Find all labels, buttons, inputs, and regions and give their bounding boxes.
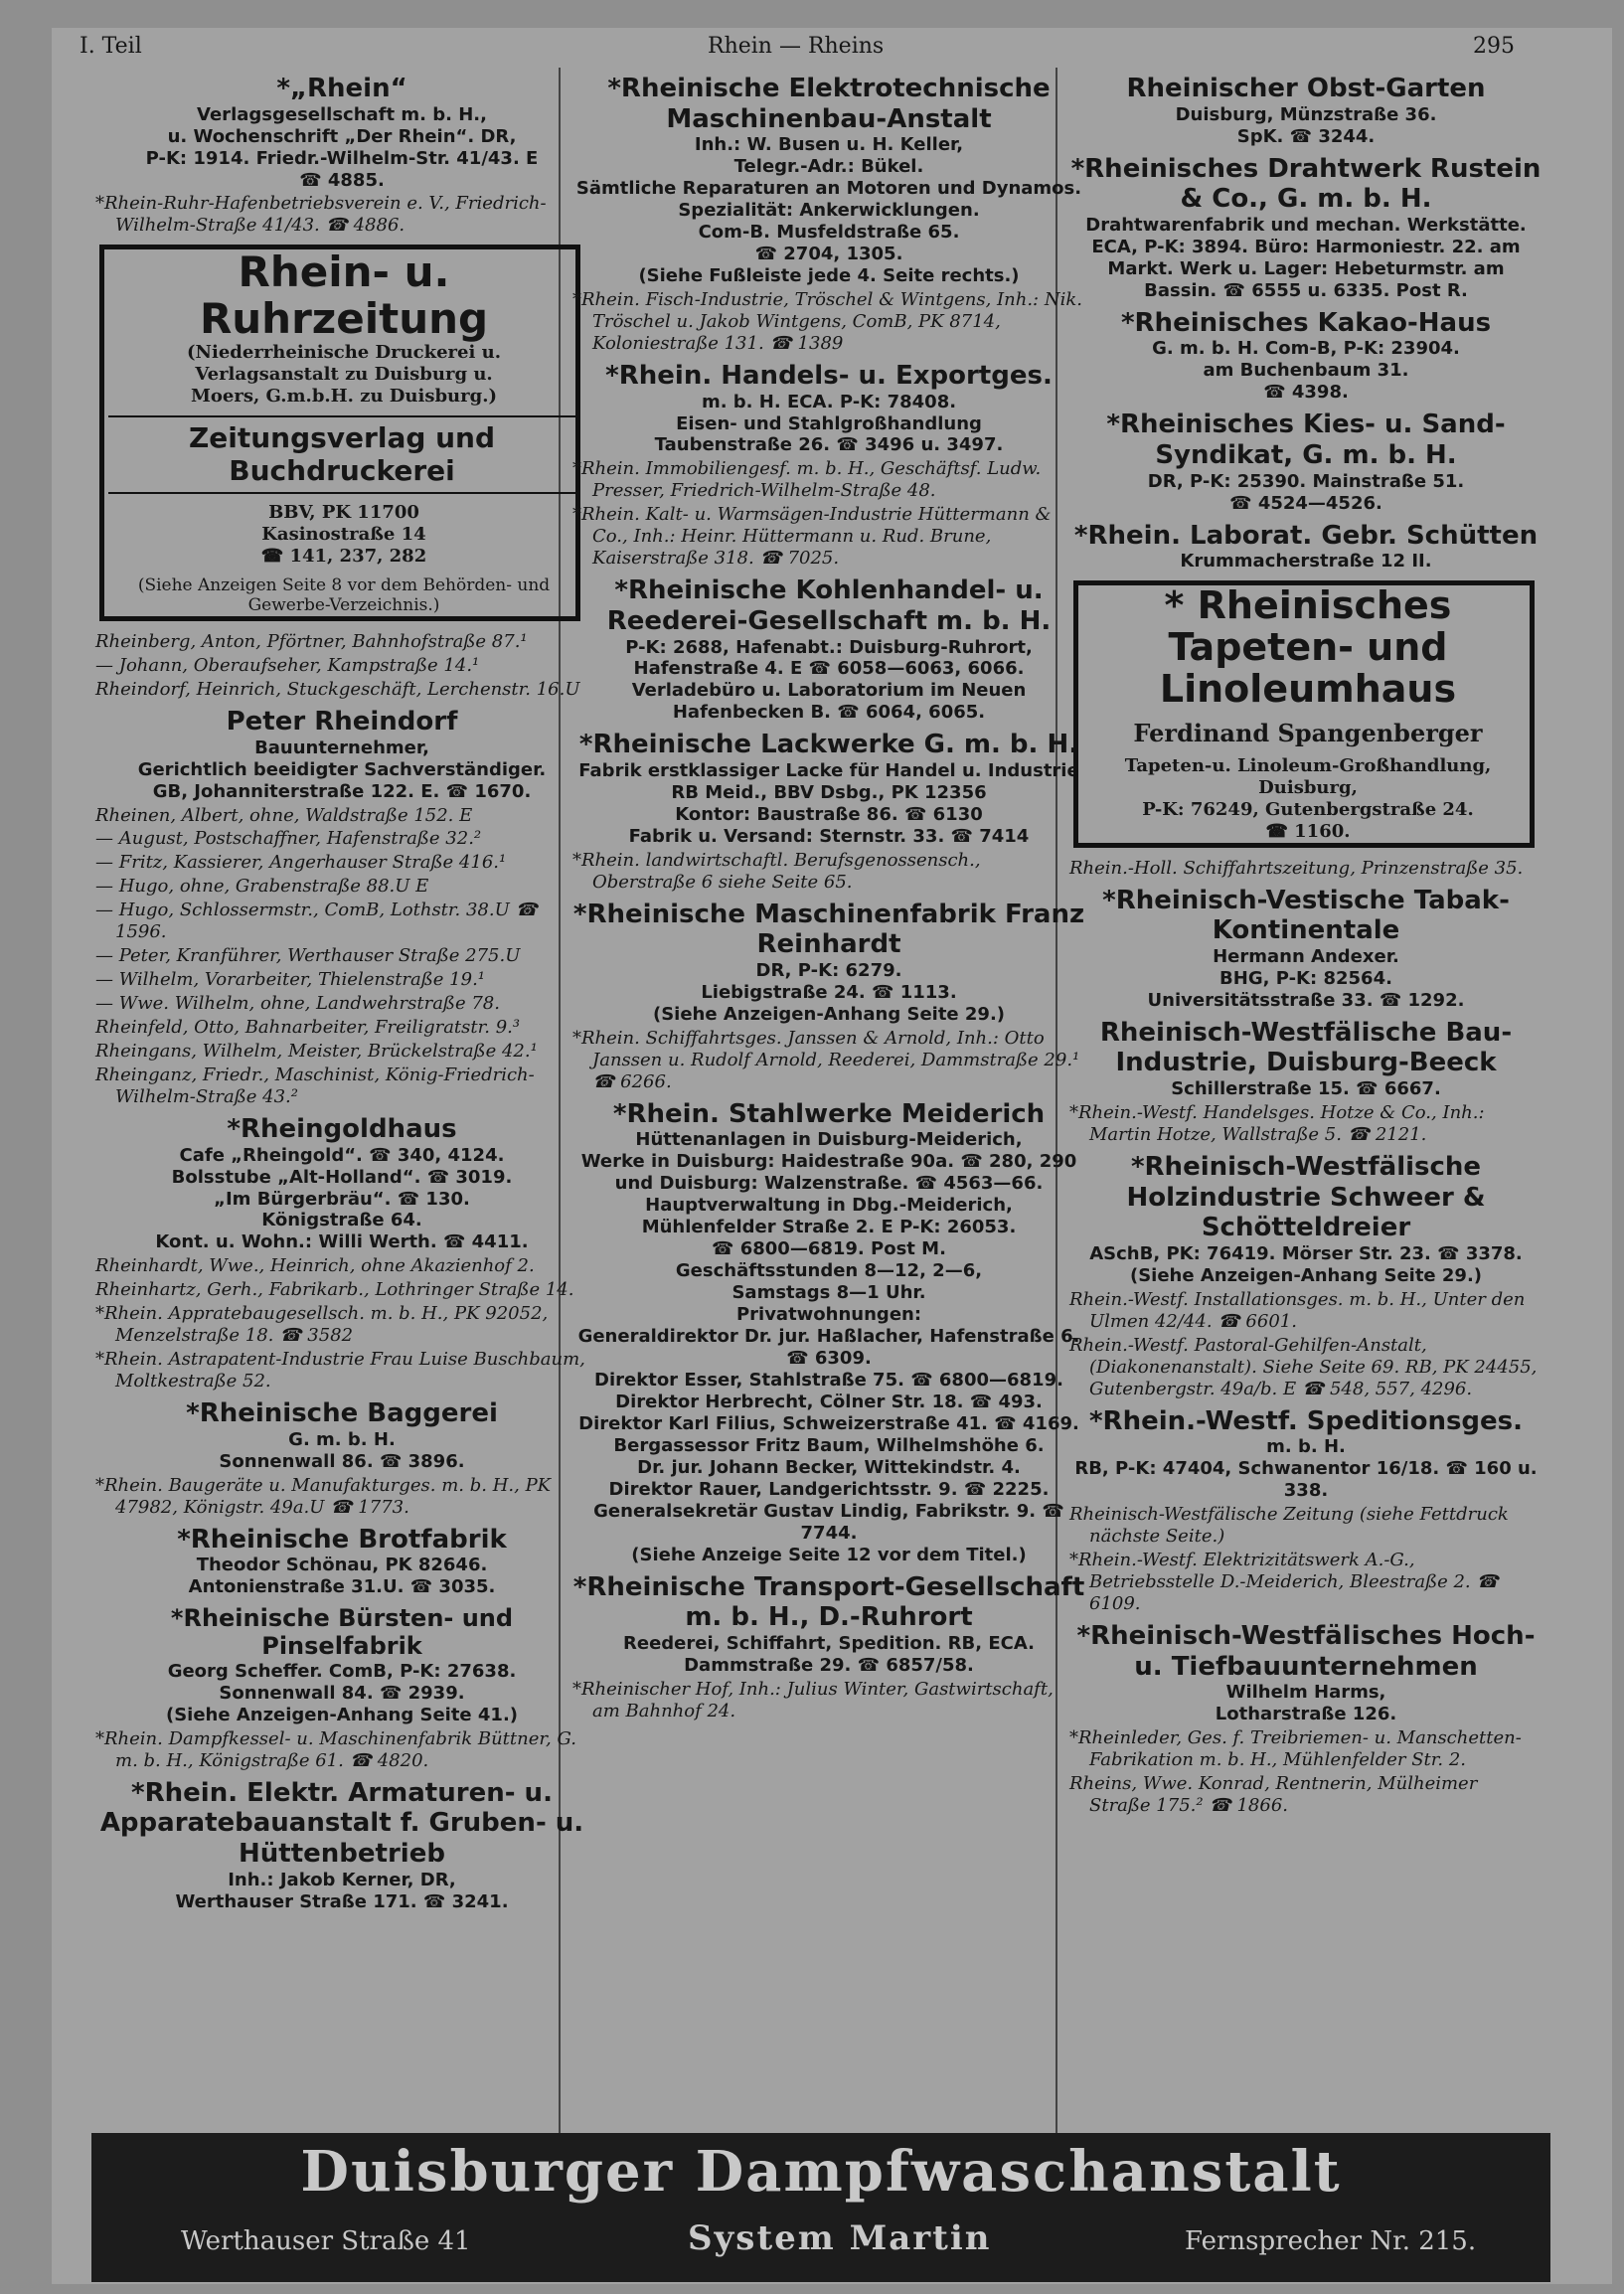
firm-title: Peter Rheindorf [226, 707, 458, 737]
entry-line: ☎ 2704, 1305. [754, 244, 903, 265]
entry-line: RB Meid., BBV Dsbg., PK 12356 [671, 781, 987, 803]
entry-line: (Siehe Anzeigen-Anhang Seite 29.) [1129, 1264, 1483, 1286]
entry-line: (Siehe Anzeige Seite 12 vor dem Titel.) [631, 1544, 1027, 1565]
firm-title: *Rheinische Transport-Gesellschaft m. b. H., D.-Ruhrort [572, 1571, 1085, 1633]
list-item: *Rheinleder, Ges. f. Treibriemen- u. Manschetten-Fabrikation m. b. H., Mühlenfelder Str. 2. [1069, 1727, 1522, 1771]
entry-line: ASchB, PK: 76419. Mörser Str. 23. ☎ 3378. [1089, 1242, 1523, 1264]
footer-advertisement [91, 2133, 1550, 2282]
entry-line: Hauptverwaltung in Dbg.-Meiderich, [645, 1195, 1013, 1217]
ad-note: (Siehe Anzeigen Seite 8 vor dem Behörden- und Gewerbe-Verzeichnis.) [137, 574, 551, 616]
firm-title: *Rhein. Handels- u. Exportges. [605, 360, 1053, 391]
list-item: — Wilhelm, Vorarbeiter, Thielenstraße 19.¹ [95, 969, 486, 991]
entry-line: Direktor Esser, Stahlstraße 75. ☎ 6800—6819. [594, 1369, 1063, 1391]
ad-subtitle: Zeitungsverlag und Buchdruckerei [108, 415, 575, 494]
entry-line: Universitätsstraße 33. ☎ 1292. [1147, 989, 1465, 1011]
ad-line: P-K: 76249, Gutenbergstraße 24. [1142, 798, 1474, 820]
entry-line: Lotharstraße 126. [1215, 1704, 1397, 1725]
firm-title: *Rheinische Brotfabrik [177, 1524, 507, 1555]
entry-line: Taubenstraße 26. ☎ 3496 u. 3497. [654, 434, 1004, 456]
entry-line: Hermann Andexer. [1213, 945, 1399, 967]
entry-line: Fabrik erstklassiger Lacke für Handel u. Industrie [578, 760, 1079, 781]
entry-line: Eisen- und Stahlgroßhandlung [676, 412, 982, 434]
entry-line: Direktor Herbrecht, Cölner Str. 18. ☎ 493. [615, 1391, 1043, 1412]
ad-line: ☎ 1160. [1265, 820, 1351, 842]
entry-line: Samstags 8—1 Uhr. [731, 1282, 926, 1304]
firm-title: *Rheinisches Kakao-Haus [1120, 307, 1492, 338]
firm-title: *Rheinische Lackwerke G. m. b. H. [578, 730, 1079, 760]
column-3 [1065, 68, 1543, 2135]
column-2 [568, 68, 1085, 2135]
entry-line: Gerichtlich beeidigter Sachverständiger. [137, 758, 547, 780]
entry-line: P-K: 2688, Hafenabt.: Duisburg-Ruhrort, Hafenstraße 4. E ☎ 6058—6063, 6066. [625, 636, 1033, 680]
ad-subtitle: Ferdinand Spangenberger [1133, 718, 1483, 747]
list-item: *Rhein. landwirtschaftl. Berufsgenossensch., Oberstraße 6 siehe Seite 65. [572, 849, 981, 893]
column-1 [91, 68, 588, 2135]
entry-line: GB, Johanniterstraße 122. E. ☎ 1670. [152, 780, 532, 802]
entry-line: Generaldirektor Dr. jur. Haßlacher, Hafenstraße 6. ☎ 6309. [577, 1326, 1080, 1369]
ad-tapeten-linoleumhaus [1073, 580, 1535, 847]
list-item: Rheinisch-Westfälische Zeitung (siehe Fettdruck nächste Seite.) [1069, 1504, 1509, 1548]
entry-line: u. Wochenschrift „Der Rhein“. DR, [167, 125, 517, 147]
page-number: 295 [1473, 34, 1515, 59]
ad-rhein-ruhrzeitung [99, 245, 580, 621]
entry-line: m. b. H. ECA. P-K: 78408. [701, 391, 957, 412]
list-item: *Rhein. Kalt- u. Warmsägen-Industrie Hüttermann & Co., Inh.: Heinr. Hüttermann u. Rud. Brune, Kaiserstraße 318. ☎ 7025. [572, 504, 1052, 570]
ad-line: (Niederrheinische Druckerei u. [187, 341, 501, 363]
entry-line: ☎ 6800—6819. Post M. [712, 1238, 946, 1260]
ad-line: Verlagsanstalt zu Duisburg u. [195, 363, 493, 385]
entry-line: Bolsstube „Alt-Holland“. ☎ 3019. [171, 1166, 513, 1188]
list-item: Rheinganz, Friedr., Maschinist, König-Friedrich-Wilhelm-Straße 43.² [95, 1065, 535, 1107]
footer-address: Werthauser Straße 41 [181, 2226, 471, 2256]
entry-line: Direktor Rauer, Landgerichtsstr. 9. ☎ 2225. [608, 1478, 1050, 1500]
entry-line: G. m. b. H. [288, 1428, 396, 1450]
firm-title: *Rhein. Elektr. Armaturen- u. Apparatebauanstalt f. Gruben- u. Hüttenbetrieb [99, 1777, 584, 1869]
entry-line: Liebigstraße 24. ☎ 1113. [701, 982, 957, 1004]
firm-title: *Rheinische Maschinenfabrik Franz Reinhardt [572, 899, 1085, 960]
entry-line: G. m. b. H. Com-B, P-K: 23904. [1152, 338, 1460, 360]
entry-line: Hüttenanlagen in Duisburg-Meiderich, [635, 1129, 1023, 1151]
list-item: Rheinen, Albert, ohne, Waldstraße 152. E [95, 804, 473, 826]
entry-line: Reederei, Schiffahrt, Spedition. RB, ECA. Dammstraße 29. ☎ 6857/58. [623, 1632, 1035, 1676]
firm-title: *Rheinische Elektrotechnische Maschinenbau-Anstalt [607, 74, 1051, 134]
list-item: *Rhein. Appratebaugesellsch. m. b. H., PK 92052, Menzelstraße 18. ☎ 3582 [95, 1303, 549, 1347]
list-item: — Hugo, Schlossermstr., ComB, Lothstr. 38.U ☎ 1596. [95, 900, 538, 943]
entry-line: Wilhelm Harms, [1225, 1682, 1386, 1704]
entry-line: Verladebüro u. Laboratorium im Neuen Hafenbecken B. ☎ 6064, 6065. [631, 680, 1027, 724]
entry-line: RB, P-K: 47404, Schwanentor 16/18. ☎ 160 u. 338. [1074, 1458, 1538, 1502]
entry-line: ☎ 4885. [299, 169, 385, 191]
entry-line: Com-B. Musfeldstraße 65. [698, 222, 960, 244]
entry-line: Telegr.-Adr.: Bükel. [733, 156, 924, 178]
footer-title: Duisburger Dampfwaschanstalt [300, 2139, 1342, 2205]
list-item: *Rhein.-Westf. Handelsges. Hotze & Co., Inh.: Martin Hotze, Wallstraße 5. ☎ 2121. [1069, 1102, 1485, 1146]
ad-line: BBV, PK 11700 [268, 501, 419, 523]
entry-line: Mühlenfelder Straße 2. E P-K: 26053. [641, 1217, 1017, 1238]
footer-system: System Martin [688, 2218, 992, 2258]
list-item: Rheinberg, Anton, Pförtner, Bahnhofstraße 87.¹ [95, 631, 528, 653]
entry-line: Inh.: Jakob Kerner, DR, [228, 1869, 456, 1890]
entry-line: Kontor: Baustraße 86. ☎ 6130 [675, 803, 983, 825]
firm-title: *Rheinisches Kies- u. Sand-Syndikat, G. m. b. H. [1106, 410, 1506, 470]
entry-line: Bergassessor Fritz Baum, Wilhelmshöhe 6. [613, 1434, 1045, 1456]
list-item: Rhein.-Westf. Installationsges. m. b. H., Unter den Ulmen 42/44. ☎ 6601. [1069, 1288, 1526, 1332]
list-item: Rheinhartz, Gerh., Fabrikarb., Lothringer Straße 14. [95, 1279, 574, 1301]
firm-title: *Rheinische Baggerei [186, 1398, 498, 1429]
list-item: — Hugo, ohne, Grabenstraße 88.U E [95, 876, 429, 898]
firm-title: *Rheinisch-Vestische Tabak-Kontinentale [1102, 885, 1510, 946]
list-item: Rheindorf, Heinrich, Stuckgeschäft, Lerchenstr. 16.U [95, 679, 580, 701]
page-header [52, 28, 1543, 62]
entry-line: „Im Bürgerbräu“. ☎ 130. [214, 1188, 470, 1210]
entry-line: Sonnenwall 86. ☎ 3896. [219, 1450, 465, 1472]
entry-line: (Siehe Anzeigen-Anhang Seite 29.) [652, 1003, 1006, 1025]
list-item: *Rhein.-Westf. Elektrizitätswerk A.-G., Betriebsstelle D.-Meiderich, Bleestraße 2. ☎ 6109. [1069, 1550, 1499, 1614]
list-item: — Fritz, Kassierer, Angerhauser Straße 416.¹ [95, 852, 507, 874]
section-label: I. Teil [80, 34, 142, 59]
firm-title: *Rhein. Laborat. Gebr. Schütten [1073, 520, 1539, 551]
list-item: Rheins, Wwe. Konrad, Rentnerin, Mülheimer Straße 175.² ☎ 1866. [1069, 1773, 1478, 1817]
list-item: — Peter, Kranführer, Werthauser Straße 275.U [95, 945, 521, 967]
entry-line: Schillerstraße 15. ☎ 6667. [1171, 1078, 1441, 1100]
entry-line: Duisburg, Münzstraße 36. [1175, 103, 1437, 125]
list-item: *Rhein. Dampfkessel- u. Maschinenfabrik Büttner, G. m. b. H., Königstraße 61. ☎ 4820. [95, 1727, 576, 1771]
entry-line: DR, P-K: 6279. [755, 960, 902, 982]
list-item: Rhein.-Westf. Pastoral-Gehilfen-Anstalt, (Diakonenanstalt). Siehe Seite 69. RB, PK 24455, Gutenbergstr. 49a/b. E ☎ 548, 557, 4296. [1069, 1334, 1538, 1399]
list-item: *Rheinischer Hof, Inh.: Julius Winter, Gastwirtschaft, am Bahnhof 24. [572, 1678, 1054, 1721]
ad-line: Tapeten-u. Linoleum-Großhandlung, [1124, 754, 1492, 776]
entry-line: Krummacherstraße 12 II. [1180, 551, 1432, 573]
entry-line: SpK. ☎ 3244. [1236, 125, 1376, 147]
entry-line: (Siehe Anzeigen-Anhang Seite 41.) [165, 1704, 519, 1725]
list-item: *Rhein. Schiffahrtsges. Janssen & Arnold, Inh.: Otto Janssen u. Rudolf Arnold, Reederei, Dammstraße 29.¹ ☎ 6266. [572, 1027, 1080, 1092]
entry-line: Verlagsgesellschaft m. b. H., [197, 103, 487, 125]
entry-line: DR, P-K: 25390. Mainstraße 51. [1147, 470, 1465, 492]
firm-rhein: *„Rhein“ [276, 74, 407, 103]
list-item: Rhein.-Holl. Schiffahrtszeitung, Prinzenstraße 35. [1069, 857, 1524, 879]
list-item: *Rhein. Baugeräte u. Manufakturges. m. b. H., PK 47982, Königstr. 49a.U ☎ 1773. [95, 1474, 552, 1518]
entry-line: Cafe „Rheingold“. ☎ 340, 4124. [179, 1144, 505, 1166]
list-item: *Rhein. Immobiliengesf. m. b. H., Geschäftsf. Ludw. Presser, Friedrich-Wilhelm-Straße 48. [572, 458, 1042, 502]
entry-line: BHG, P-K: 82564. [1219, 967, 1392, 989]
list-item: — August, Postschaffner, Hafenstraße 32.² [95, 828, 482, 850]
list-item: Rheinfeld, Otto, Bahnarbeiter, Freiligratstr. 9.³ [95, 1017, 521, 1039]
entry-line: Generalsekretär Gustav Lindig, Fabrikstr. 9. ☎ 7744. [593, 1500, 1064, 1544]
entry-line: Königstraße 64. [261, 1210, 422, 1231]
entry-line: Fabrik u. Versand: Sternstr. 33. ☎ 7414 [628, 825, 1030, 847]
list-item: *Rhein-Ruhr-Hafenbetriebsverein e. V., Friedrich-Wilhelm-Straße 41/43. ☎ 4886. [95, 193, 547, 237]
entry-line: Kont. u. Wohn.: Willi Werth. ☎ 4411. [155, 1231, 529, 1253]
firm-title: *Rheingoldhaus [227, 1113, 457, 1144]
ad-title: Rhein- u. Ruhrzeitung [199, 247, 489, 343]
firm-title: *Rhein. Stahlwerke Meiderich [612, 1098, 1046, 1129]
ad-line: Moers, G.m.b.H. zu Duisburg.) [190, 385, 497, 407]
firm-title: *Rheinisch-Westfälisches Hoch- u. Tiefbauunternehmen [1076, 1620, 1536, 1682]
entry-line: P-K: 1914. Friedr.-Wilhelm-Str. 41/43. E [145, 147, 539, 169]
entry-line: Werke in Duisburg: Haidestraße 90a. ☎ 280, 290 und Duisburg: Walzenstraße. ☎ 4563—66. [580, 1151, 1077, 1195]
list-item: Rheinhardt, Wwe., Heinrich, ohne Akazienhof 2. [95, 1255, 535, 1277]
entry-line: m. b. H. [1266, 1436, 1346, 1458]
firm-title: Rheinisch-Westfälische Bau-Industrie, Duisburg-Beeck [1099, 1017, 1513, 1078]
entry-line: ☎ 4524—4526. [1229, 492, 1382, 514]
running-title: Rhein — Rheins [708, 34, 885, 59]
entry-line: Dr. jur. Johann Becker, Wittekindstr. 4. [637, 1456, 1021, 1478]
ad-line: Duisburg, [1258, 776, 1358, 798]
list-item: Rheingans, Wilhelm, Meister, Brückelstraße 42.¹ [95, 1041, 538, 1063]
firm-title: *Rheinische Kohlenhandel- u. Reederei-Gesellschaft m. b. H. [606, 575, 1052, 636]
list-item: *Rhein. Astrapatent-Industrie Frau Luise Buschbaum, Moltkestraße 52. [95, 1349, 585, 1393]
firm-title: *Rheinische Bürsten- und Pinselfabrik [170, 1604, 514, 1661]
ad-line: ☎ 141, 237, 282 [260, 545, 427, 567]
entry-line: Direktor Karl Filius, Schweizerstraße 41. ☎ 4169. [578, 1412, 1079, 1434]
footer-phone: Fernsprecher Nr. 215. [1185, 2226, 1477, 2256]
entry-line: Geschäftsstunden 8—12, 2—6, [675, 1260, 983, 1282]
entry-line: Sonnenwall 84. ☎ 2939. [219, 1682, 465, 1704]
entry-line: Inh.: W. Busen u. H. Keller, [694, 134, 964, 156]
entry-line: Werthauser Straße 171. ☎ 3241. [175, 1890, 509, 1912]
ad-line: Kasinostraße 14 [261, 523, 426, 545]
entry-line: ☎ 4398. [1263, 382, 1349, 404]
entry-line: am Buchenbaum 31. [1203, 360, 1409, 382]
entry-line: Georg Scheffer. ComB, P-K: 27638. [167, 1660, 517, 1682]
entry-line: Bauunternehmer, [254, 737, 429, 758]
list-item: — Johann, Oberaufseher, Kampstraße 14.¹ [95, 655, 480, 677]
firm-title: Rheinischer Obst-Garten [1126, 74, 1486, 103]
ad-title: * Rheinisches Tapeten- und Linoleumhaus [1159, 583, 1457, 711]
firm-title: *Rhein.-Westf. Speditionsges. [1088, 1405, 1524, 1436]
entry-line: (Siehe Fußleiste jede 4. Seite rechts.) [638, 265, 1020, 287]
entry-line: Privatwohnungen: [735, 1304, 922, 1326]
entry-line: Sämtliche Reparaturen an Motoren und Dynamos. Spezialität: Ankerwicklungen. [575, 178, 1082, 222]
list-item: *Rhein. Fisch-Industrie, Tröschel & Wintgens, Inh.: Nik. Tröschel u. Jakob Wintgens, ComB, PK 8714, Koloniestraße 131. ☎ 1389 [572, 289, 1082, 354]
firm-title: *Rheinisches Drahtwerk Rustein & Co., G. m. b. H. [1070, 153, 1542, 215]
entry-line: Drahtwarenfabrik und mechan. Werkstätte. ECA, P-K: 3894. Büro: Harmoniestr. 22. am Markt. Werk u. Lager: Hebeturmstr. am Bassin. ☎ 6555 u. 6335. Post R. [1085, 214, 1527, 301]
list-item: — Wwe. Wilhelm, ohne, Landwehrstraße 78. [95, 993, 500, 1015]
firm-title: *Rheinisch-Westfälische Holzindustrie Schweer & Schötteldreier [1126, 1151, 1486, 1243]
entry-line: Antonienstraße 31.U. ☎ 3035. [188, 1576, 496, 1598]
directory-page [52, 28, 1612, 2284]
entry-line: Theodor Schönau, PK 82646. [196, 1555, 488, 1576]
